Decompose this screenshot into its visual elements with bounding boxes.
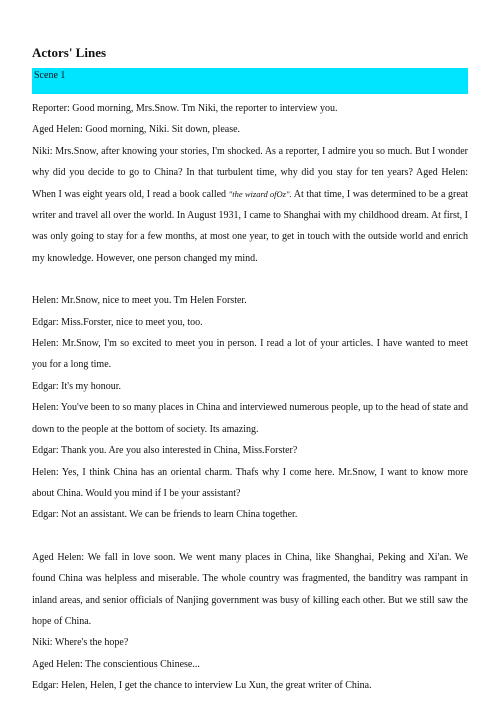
- dialogue-line: Edgar: It's my honour.: [32, 380, 122, 392]
- dialogue-line: Reporter: Good morning, Mrs.Snow. Tm Niki, the reporter to interview you.: [32, 103, 338, 114]
- dialogue-line: Edgar: Helen, Helen, I get the chance to interview Lu Xun, the great writer of China.: [32, 680, 372, 692]
- dialogue-line: Helen: Mr.Snow, I'm so excited to meet you in person. I read a lot of your articles. I have wanted to meet you for a long time.: [32, 338, 468, 371]
- dialogue-line: Helen: Yes, I think China has an oriental charm. Thafs why I come here. Mr.Snow, I want to know more about China. Would you mind if I be your assistant?: [32, 466, 468, 499]
- dialogue-line: Edgar: Thank you. Are you also interested in China, Miss.Forster?: [32, 445, 298, 457]
- dialogue-line: Niki: Where's the hope?: [32, 637, 129, 649]
- paragraph-spacer: [32, 526, 468, 547]
- dialogue-line-niki: [32, 141, 468, 269]
- scene-heading: Scene 1: [32, 68, 468, 94]
- dialogue-line: Aged Helen: Good morning, Niki. Sit down, please.: [32, 124, 241, 136]
- dialogue-line: Aged Helen: The conscientious Chinese...: [32, 658, 200, 670]
- dialogue-line: Edgar: Miss.Forster, nice to meet you, too.: [32, 316, 203, 328]
- document-page: [32, 44, 468, 697]
- niki-line-after: At that time, I was determined to be a great writer and travel all over the world. In August 1931, I came to Shanghai with my childhood dream. At first, I was only going to stay for a few months, at most one year, to get in touch with the outside world and enrich my knowledge. However, one person changed my mind.: [32, 188, 468, 264]
- dialogue-line: Edgar: Not an assistant. We can be friends to learn China together.: [32, 509, 298, 521]
- niki-line-before: Niki: Mrs.Snow, after knowing your stories, I'm shocked. As a reporter, I admire you so much. But I wonder why did you decide to go to China? In that turbulent time, why did you stay for ten years? Aged Helen: When I was eight years old, I read a book called: [32, 145, 468, 200]
- document-title: Actors' Lines: [32, 45, 107, 60]
- book-title: "the wizard ofOz".: [228, 188, 292, 199]
- dialogue-line: Aged Helen: We fall in love soon. We went many places in China, like Shanghai, Peking and Xi'an. We found China was helpless and miserable. The whole country was fragmented, the banditry was rampant in inland areas, and senior officials of Nanjing government was busy of killing each other. But we still saw the hope of China.: [32, 551, 468, 627]
- dialogue-line: Helen: Mr.Snow, nice to meet you. Tm Helen Forster.: [32, 295, 247, 307]
- paragraph-spacer: [32, 269, 468, 290]
- dialogue-line: Helen: You've been to so many places in China and interviewed numerous people, up to the head of state and down to the people at the bottom of society. Its amazing.: [32, 402, 468, 435]
